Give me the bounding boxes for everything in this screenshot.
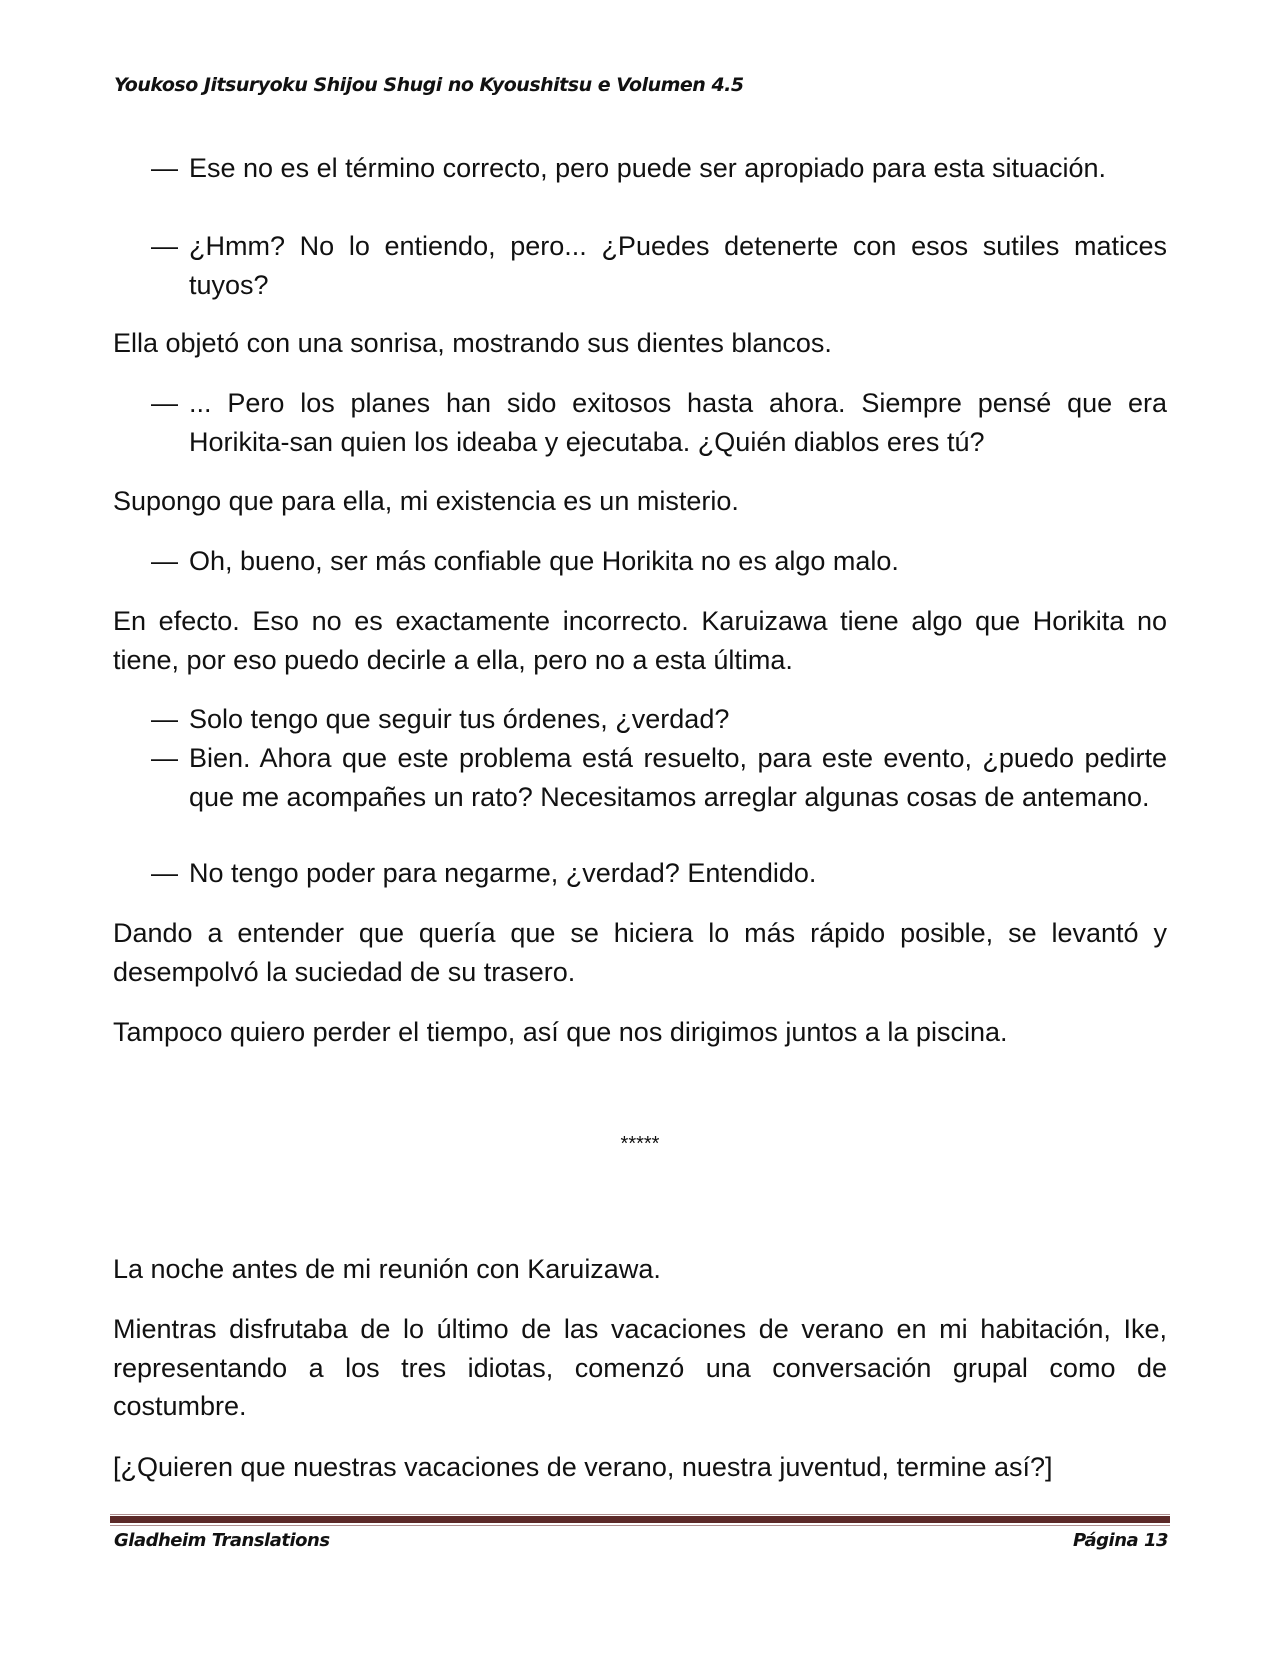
dialog-text: ... Pero los planes han sido exitosos hasta ahora. Siempre pensé que era Horikita-san quien los ideaba y ejecutaba. ¿Quién diablos eres tú? (189, 388, 1167, 457)
em-dash: — (151, 153, 178, 183)
em-dash: — (151, 231, 178, 261)
em-dash: — (151, 546, 178, 576)
paragraph: Supongo que para ella, mi existencia es un misterio. (113, 486, 739, 516)
paragraph: Tampoco quiero perder el tiempo, así que nos dirigimos juntos a la piscina. (113, 1017, 1008, 1047)
dialog-line (151, 854, 1167, 893)
dialog-text: Oh, bueno, ser más confiable que Horikita no es algo malo. (189, 546, 899, 576)
paragraph: La noche antes de mi reunión con Karuizawa. (113, 1254, 661, 1284)
dialog-line (151, 700, 1167, 739)
dialog-text: No tengo poder para negarme, ¿verdad? Entendido. (189, 858, 817, 888)
paragraph: [¿Quieren que nuestras vacaciones de verano, nuestra juventud, termine así?] (113, 1452, 1053, 1482)
dialog-text: Bien. Ahora que este problema está resuelto, para este evento, ¿puedo pedirte que me acompañes un rato? Necesitamos arreglar algunas cosas de antemano. (189, 743, 1167, 812)
footer-rule-thin-top (110, 1514, 1170, 1515)
running-header: Youkoso Jitsuryoku Shijou Shugi no Kyoushitsu e Volumen 4.5 (114, 74, 744, 96)
section-separator: ***** (620, 1133, 660, 1155)
paragraph: Mientras disfrutaba de lo último de las vacaciones de verano en mi habitación, Ike, representando a los tres idiotas, comenzó una conversación grupal como de costumbre. (113, 1314, 1167, 1421)
em-dash: — (151, 388, 178, 418)
dialog-line (151, 227, 1167, 304)
footer-translator: Gladheim Translations (114, 1530, 330, 1551)
footer-rule (110, 1516, 1170, 1523)
em-dash: — (151, 858, 178, 888)
em-dash: — (151, 743, 178, 773)
paragraph: En efecto. Eso no es exactamente incorrecto. Karuizawa tiene algo que Horikita no tiene, por eso puedo decirle a ella, pero no a esta última. (113, 606, 1167, 675)
dialog-line (151, 149, 1167, 188)
dialog-line (151, 542, 1167, 581)
em-dash: — (151, 704, 178, 734)
dialog-text: ¿Hmm? No lo entiendo, pero... ¿Puedes detenerte con esos sutiles matices tuyos? (189, 231, 1167, 300)
paragraph: Dando a entender que quería que se hiciera lo más rápido posible, se levantó y desempolvó la suciedad de su trasero. (113, 918, 1167, 987)
footer-rule-thin-bottom (110, 1525, 1170, 1526)
dialog-line (151, 384, 1167, 461)
dialog-text: Solo tengo que seguir tus órdenes, ¿verdad? (189, 704, 730, 734)
paragraph: Ella objetó con una sonrisa, mostrando sus dientes blancos. (113, 328, 832, 358)
dialog-line (151, 739, 1167, 816)
dialog-text: Ese no es el término correcto, pero puede ser apropiado para esta situación. (189, 153, 1107, 183)
page-number: Página 13 (1072, 1530, 1168, 1551)
